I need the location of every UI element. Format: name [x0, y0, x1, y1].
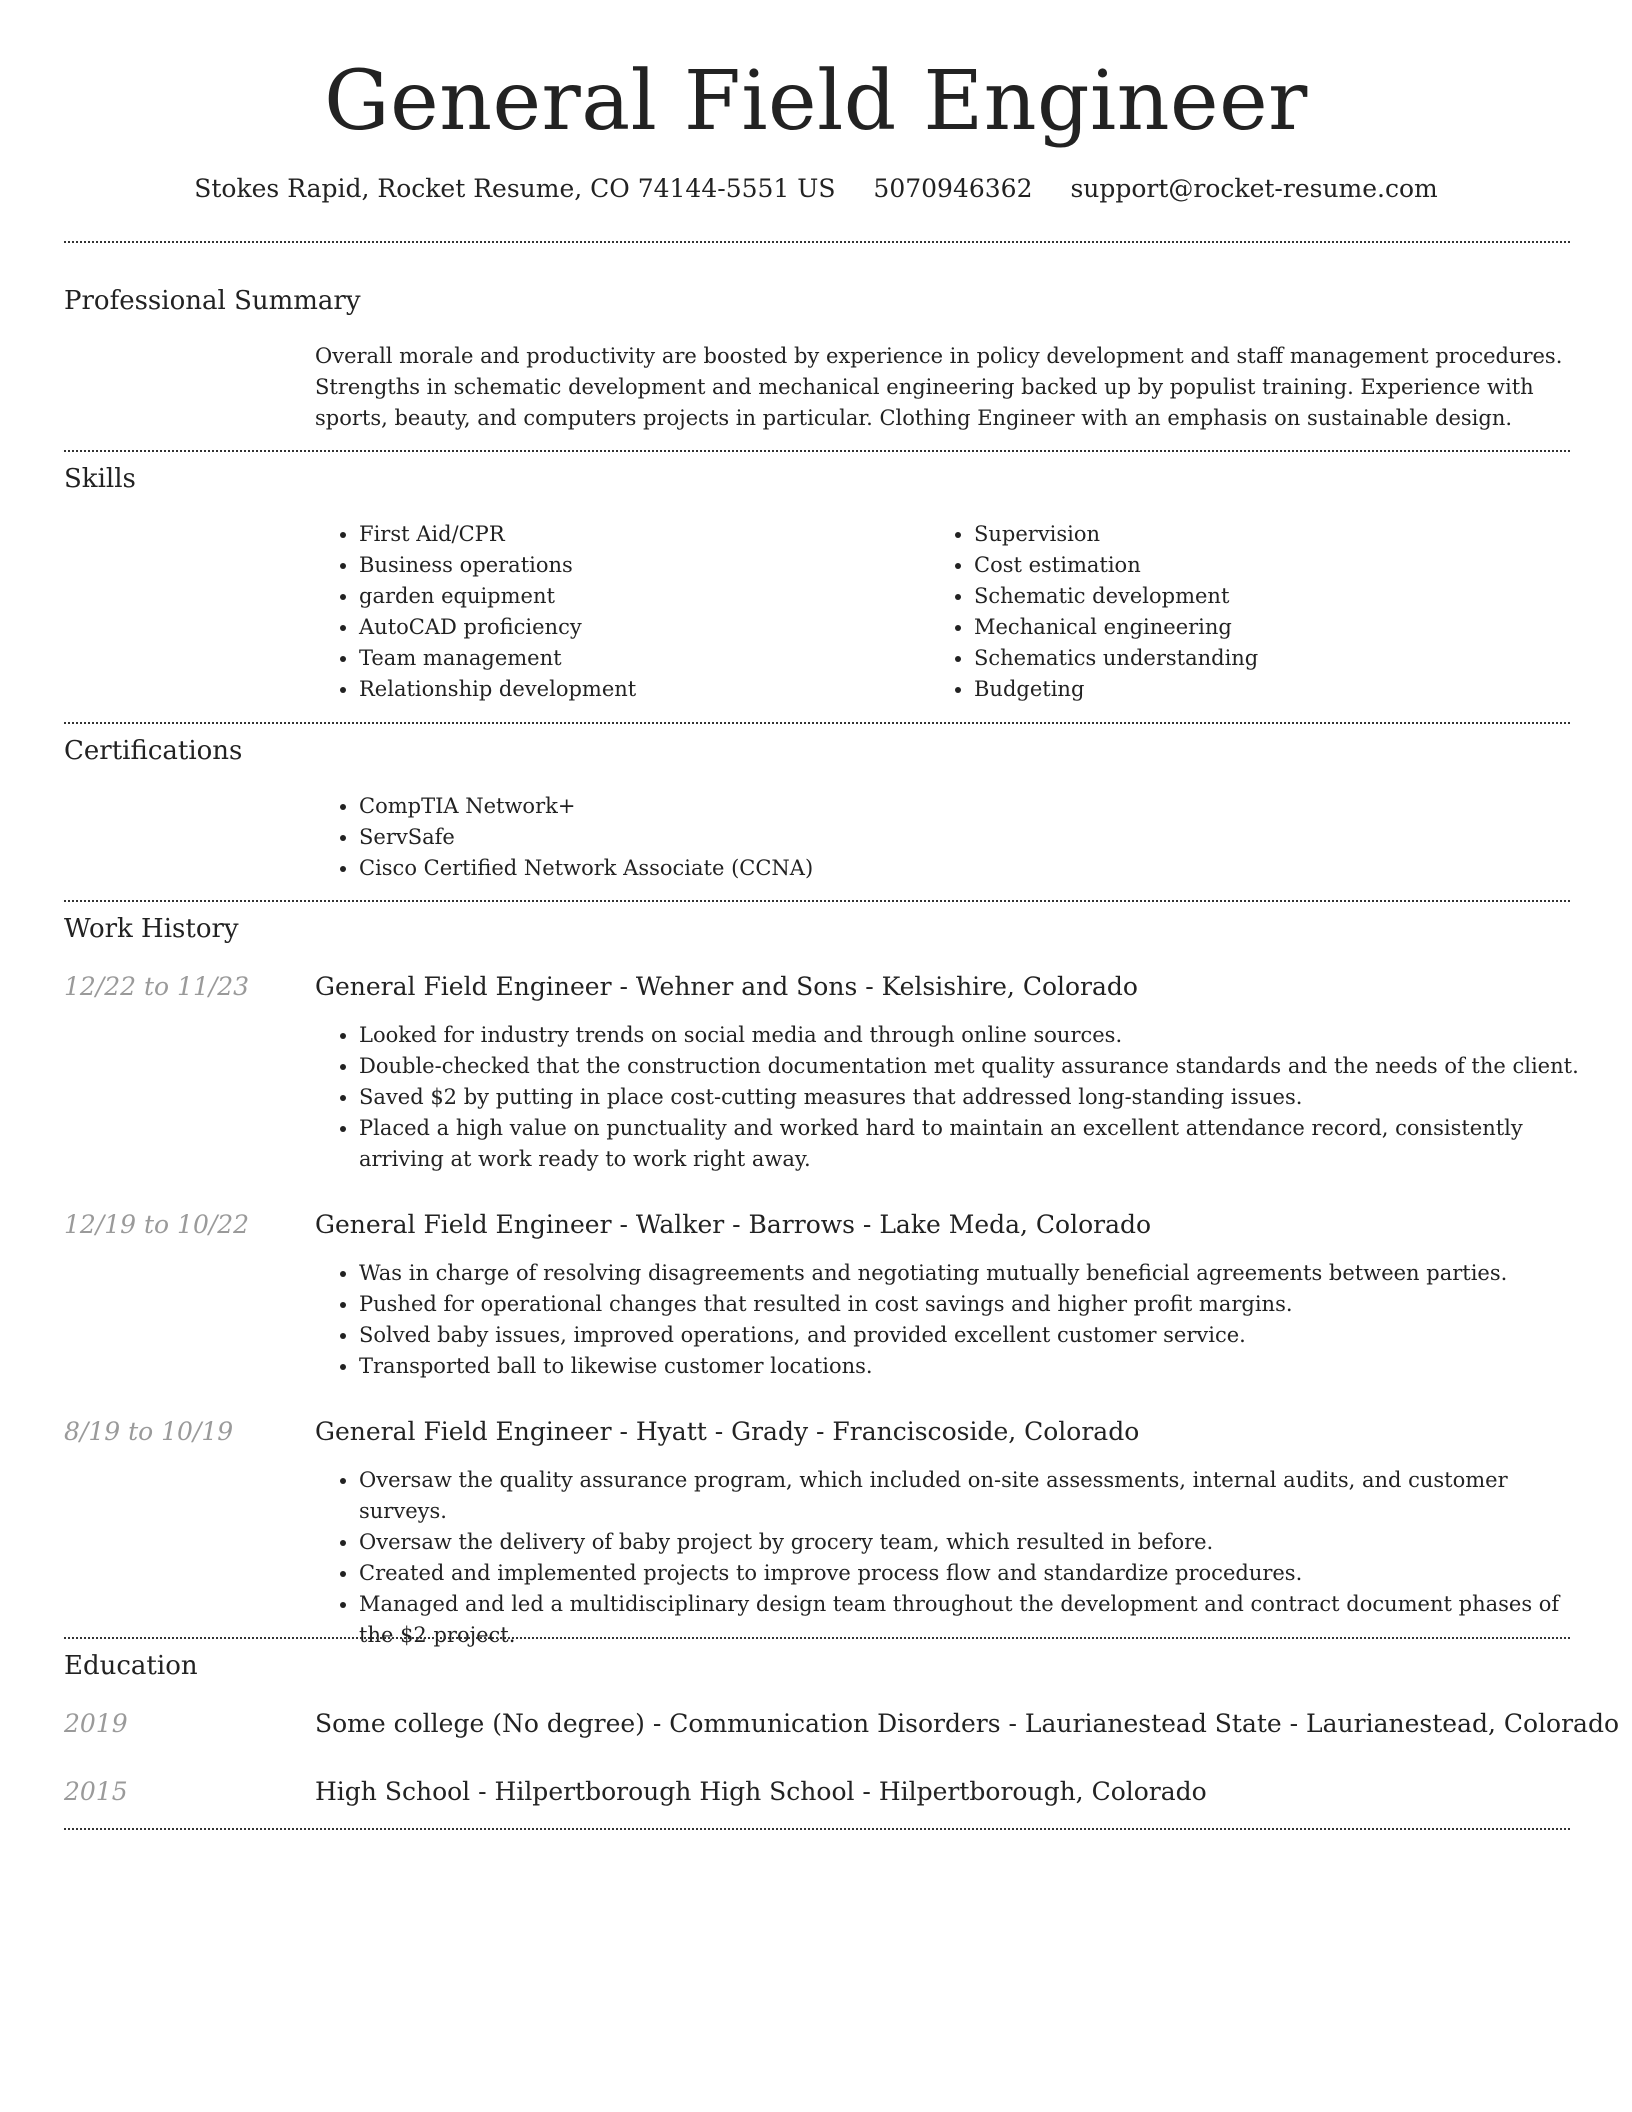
skills-title: Skills	[64, 464, 136, 494]
job-bullets	[315, 1020, 1589, 1175]
skill-item: • Relationship development	[359, 674, 919, 705]
job-bullet: • Oversaw the delivery of baby project by grocery team, which resulted in before.	[359, 1527, 1589, 1558]
job-bullet: • Created and implemented projects to improve process flow and standardize procedures.	[359, 1558, 1589, 1589]
contact-address: Stokes Rapid, Rocket Resume, CO 74144-5551 US	[194, 174, 836, 203]
skill-item: • Schematic development	[974, 581, 1574, 612]
skills-list-right	[930, 519, 1574, 705]
section-divider	[64, 1828, 1570, 1830]
skill-item: • garden equipment	[359, 581, 919, 612]
education-entry: High School - Hilpertborough High School - Hilpertborough, Colorado	[315, 1777, 1207, 1806]
section-divider	[64, 722, 1570, 724]
summary-text: Overall morale and productivity are boosted by experience in policy development and staff management procedures. Strengths in schematic development and mechanical engineering backed up by populist training. Experience with sports, beauty, and computers projects in particular. Clothing Engineer with an emphasis on sustainable design.	[315, 344, 1563, 430]
job-dates: 12/22 to 11/23	[64, 972, 250, 1001]
skill-item: • First Aid/CPR	[359, 519, 919, 550]
section-divider	[64, 241, 1570, 243]
contact-phone: 5070946362	[873, 174, 1033, 203]
job-bullet: • Was in charge of resolving disagreements and negotiating mutually beneficial agreements between parties.	[359, 1258, 1589, 1289]
skill-item: • Cost estimation	[974, 550, 1574, 581]
work-history-title: Work History	[64, 914, 239, 944]
certification-item: • CompTIA Network+	[359, 791, 1559, 822]
contact-line	[0, 172, 1632, 206]
education-year: 2015	[64, 1777, 128, 1806]
candidate-name: General Field Engineer	[324, 54, 1308, 149]
job-heading: General Field Engineer - Wehner and Sons - Kelsishire, Colorado	[315, 972, 1138, 1001]
skill-item: • Mechanical engineering	[974, 612, 1574, 643]
certification-item: • Cisco Certified Network Associate (CCNA)	[359, 853, 1559, 884]
section-divider	[64, 450, 1570, 452]
skill-item: • AutoCAD proficiency	[359, 612, 919, 643]
job-bullet: • Solved baby issues, improved operations, and provided excellent customer service.	[359, 1320, 1589, 1351]
summary-title: Professional Summary	[64, 286, 361, 316]
job-bullet: • Looked for industry trends on social media and through online sources.	[359, 1020, 1589, 1051]
contact-email: support@rocket-resume.com	[1070, 174, 1438, 203]
certifications-list	[315, 791, 1559, 884]
section-divider	[64, 900, 1570, 902]
job-bullets	[315, 1465, 1589, 1651]
job-bullet: • Transported ball to likewise customer locations.	[359, 1351, 1589, 1382]
job-heading: General Field Engineer - Hyatt - Grady - Franciscoside, Colorado	[315, 1417, 1140, 1446]
skill-item: • Supervision	[974, 519, 1574, 550]
job-bullet: • Managed and led a multidisciplinary design team throughout the development and contract document phases of the $2 project.	[359, 1589, 1589, 1651]
education-entry: Some college (No degree) - Communication Disorders - Laurianestead State - Laurianestead, Colorado	[315, 1709, 1620, 1738]
skill-item: • Business operations	[359, 550, 919, 581]
skill-item: • Team management	[359, 643, 919, 674]
job-bullet: • Pushed for operational changes that resulted in cost savings and higher profit margins.	[359, 1289, 1589, 1320]
skill-item: • Budgeting	[974, 674, 1574, 705]
skill-item: • Schematics understanding	[974, 643, 1574, 674]
job-heading: General Field Engineer - Walker - Barrows - Lake Meda, Colorado	[315, 1210, 1152, 1239]
job-dates: 8/19 to 10/19	[64, 1417, 234, 1446]
job-dates: 12/19 to 10/22	[64, 1210, 250, 1239]
certifications-title: Certifications	[64, 736, 243, 766]
certification-item: • ServSafe	[359, 822, 1559, 853]
job-bullet: • Double-checked that the construction documentation met quality assurance standards and the needs of the client.	[359, 1051, 1589, 1082]
education-title: Education	[64, 1651, 198, 1681]
section-divider	[64, 1637, 1570, 1639]
skills-list-left	[315, 519, 919, 705]
job-bullet: • Oversaw the quality assurance program, which included on-site assessments, internal audits, and customer surveys.	[359, 1465, 1589, 1527]
job-bullets	[315, 1258, 1589, 1382]
job-bullet: • Saved $2 by putting in place cost-cutting measures that addressed long-standing issues.	[359, 1082, 1589, 1113]
education-year: 2019	[64, 1709, 128, 1738]
job-bullet: • Placed a high value on punctuality and worked hard to maintain an excellent attendance record, consistently arriving at work ready to work right away.	[359, 1113, 1589, 1175]
